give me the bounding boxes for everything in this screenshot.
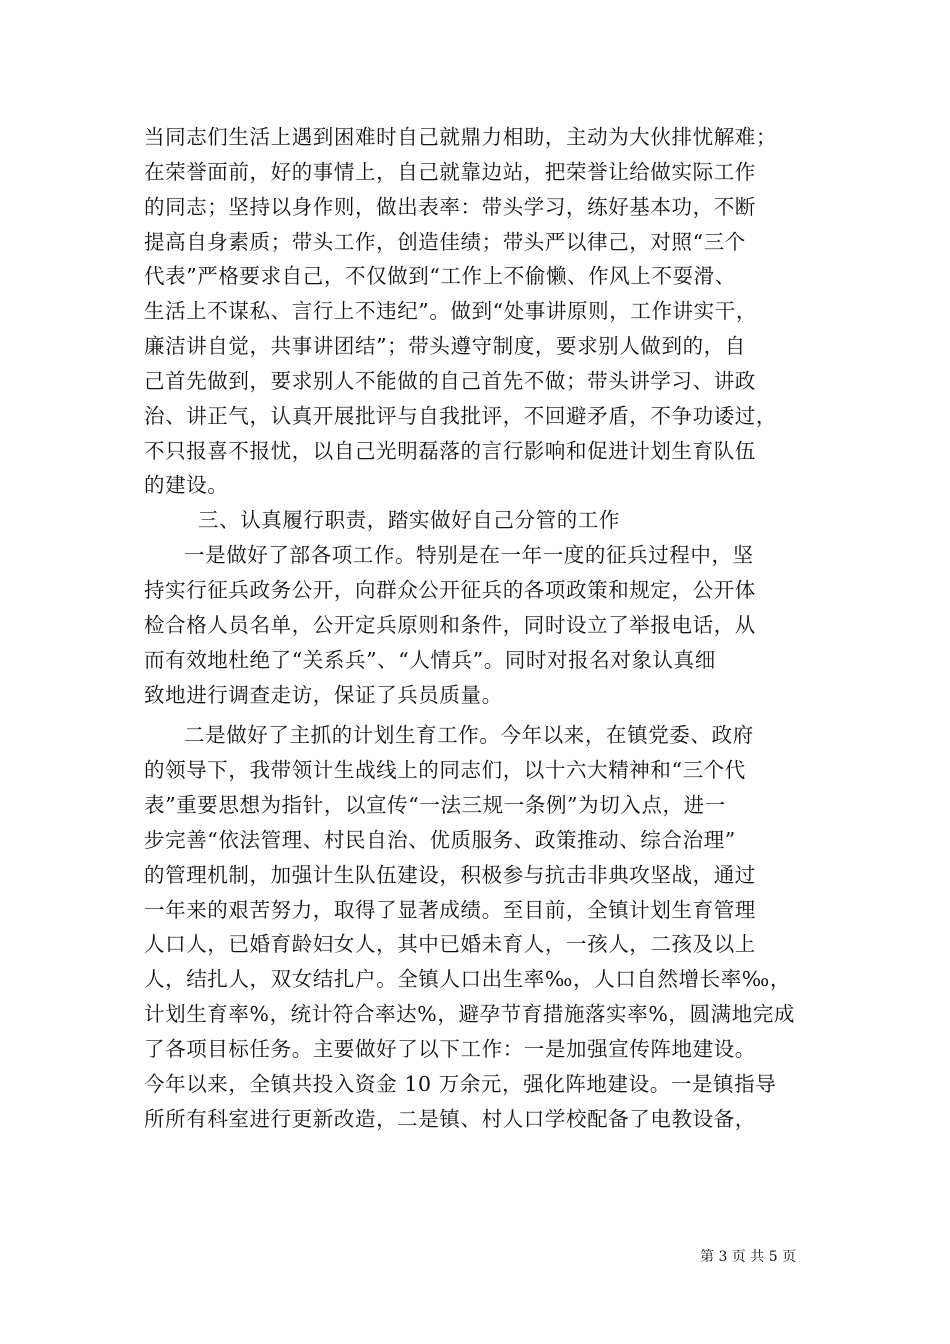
text-line: 所所有科室进行更新改造，二是镇、村人口学校配备了电教设备， (144, 1106, 756, 1131)
text-line: 持实行征兵政务公开，向群众公开征兵的各项政策和规定，公开体 (144, 577, 756, 602)
text-line: 不只报喜不报忧，以自己光明磊落的言行影响和促进计划生育队伍 (144, 438, 756, 463)
paragraph-first-line: 二是做好了主抓的计划生育工作。今年以来，在镇党委、政府 (184, 723, 754, 748)
text-line: 生活上不谋私、言行上不违纪”。做到“处事讲原则，工作讲实干， (144, 299, 757, 324)
text-line: 一年来的艰苦努力，取得了显著成绩。至目前，全镇计划生育管理 (144, 897, 756, 922)
text-line: 己首先做到，要求别人不能做的自己首先不做；带头讲学习、讲政 (144, 368, 756, 393)
text-line: 的建设。 (144, 473, 229, 498)
text-line: 廉洁讲自觉，共事讲团结”；带头遵守制度，要求别人做到的，自 (144, 334, 746, 359)
text-line: 代表”严格要求自己，不仅做到“工作上不偷懒、作风上不耍滑、 (144, 264, 736, 289)
text-line: 检合格人员名单，公开定兵原则和条件，同时设立了举报电话，从 (144, 612, 756, 637)
text-line: 今年以来，全镇共投入资金 10 万余元，强化阵地建设。一是镇指导 (144, 1071, 777, 1096)
text-line: 人口人，已婚育龄妇女人，其中已婚未育人，一孩人，二孩及以上 (144, 932, 756, 957)
text-line: 表”重要思想为指针，以宣传“一法三规一条例”为切入点，进一 (144, 793, 726, 818)
text-line: 人，结扎人，双女结扎户。全镇人口出生率‰，人口自然增长率‰， (144, 967, 792, 992)
text-line: 的管理机制，加强计生队伍建设，积极参与抗击非典攻坚战，通过 (144, 862, 756, 887)
text-line: 而有效地杜绝了“关系兵”、“人情兵”。同时对报名对象认真细 (144, 647, 716, 672)
document-body (144, 120, 820, 1136)
text-line: 在荣誉面前，好的事情上，自己就靠边站，把荣誉让给做实际工作 (144, 159, 756, 184)
section-heading: 三、认真履行职责，踏实做好自己分管的工作 (198, 508, 620, 533)
text-line: 的同志；坚持以身作则，做出表率：带头学习，练好基本功，不断 (144, 194, 756, 219)
text-line: 致地进行调查走访，保证了兵员质量。 (144, 682, 503, 707)
text-line: 步完善“依法管理、村民自治、优质服务、政策推动、综合治理” (144, 827, 736, 852)
text-line: 计划生育率%，统计符合率达%，避孕节育措施落实率%，圆满地完成 (144, 1002, 796, 1027)
text-line: 当同志们生活上遇到困难时自己就鼎力相助，主动为大伙排忧解难； (144, 125, 777, 149)
text-line: 的领导下，我带领计生战线上的同志们，以十六大精神和“三个代 (144, 758, 746, 783)
text-line: 了各项目标任务。主要做好了以下工作：一是加强宣传阵地建设。 (144, 1036, 756, 1061)
paragraph-first-line: 一是做好了部各项工作。特别是在一年一度的征兵过程中，坚 (184, 543, 754, 568)
text-line: 治、讲正气，认真开展批评与自我批评，不回避矛盾，不争功诿过， (144, 403, 777, 428)
page-number-footer: 第 3 页 共 5 页 (700, 1249, 797, 1265)
text-line: 提高自身素质；带头工作，创造佳绩；带头严以律己，对照“三个 (144, 229, 746, 254)
